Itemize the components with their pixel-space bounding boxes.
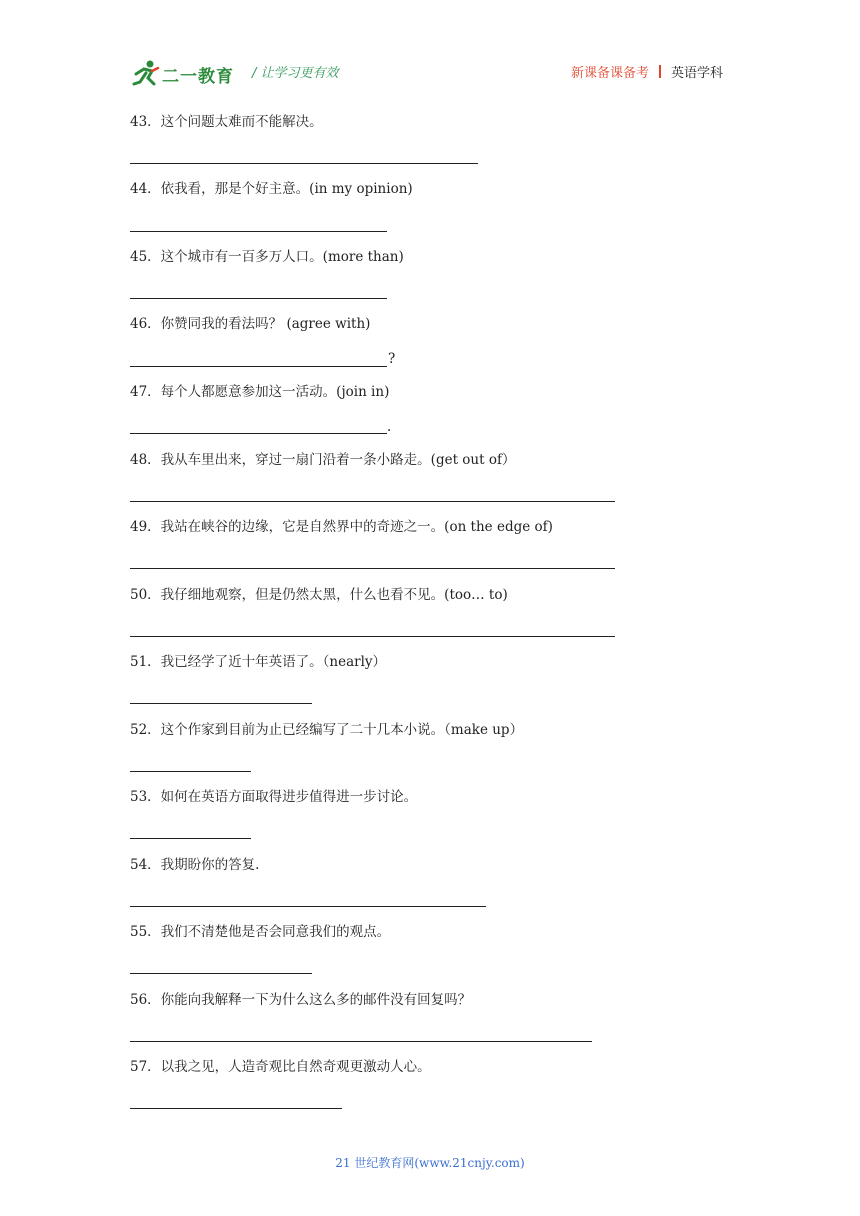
page-footer[interactable]: 21 世纪教育网(www.21cnjy.com) bbox=[335, 1156, 525, 1170]
answer-line-47 bbox=[130, 415, 387, 434]
question-49: 49．我站在峡谷的边缘，它是自然界中的奇迹之一。(on the edge of) bbox=[130, 519, 553, 535]
answer-line-48 bbox=[130, 483, 615, 502]
question-54: 54．我期盼你的答复. bbox=[130, 857, 260, 873]
question-46: 46．你赞同我的看法吗？ (agree with) bbox=[130, 316, 371, 332]
answer-tail-46: ? bbox=[388, 351, 396, 367]
slogan: / 让学习更有效 bbox=[252, 66, 339, 81]
runner-logo-icon bbox=[132, 58, 160, 90]
question-44: 44．依我看，那是个好主意。(in my opinion) bbox=[130, 181, 413, 197]
question-47: 47．每个人都愿意参加这一活动。(join in) bbox=[130, 384, 390, 400]
answer-line-50 bbox=[130, 618, 615, 637]
logo bbox=[132, 56, 234, 92]
question-48: 48．我从车里出来，穿过一扇门沿着一条小路走。(get out of） bbox=[130, 452, 516, 468]
header-subject: 英语学科 bbox=[670, 66, 723, 81]
question-45: 45．这个城市有一百多万人口。(more than) bbox=[130, 249, 404, 265]
question-51: 51．我已经学了近十年英语了。（nearly） bbox=[130, 654, 387, 670]
question-53: 53．如何在英语方面取得进步值得进一步讨论。 bbox=[130, 789, 418, 805]
answer-tail-47: . bbox=[387, 419, 392, 435]
answer-line-57 bbox=[130, 1090, 342, 1109]
answer-line-56 bbox=[130, 1023, 592, 1042]
slogan-text: 让学习更有效 bbox=[260, 66, 339, 81]
answer-line-53 bbox=[130, 820, 251, 839]
header-divider bbox=[659, 65, 661, 78]
question-55: 55．我们不清楚他是否会同意我们的观点。 bbox=[130, 924, 391, 940]
question-43: 43．这个问题太难而不能解决。 bbox=[130, 114, 323, 130]
header-right-title: 新课备课备考 bbox=[570, 66, 649, 81]
answer-line-52 bbox=[130, 753, 251, 772]
page-header bbox=[0, 0, 860, 100]
answer-line-51 bbox=[130, 685, 312, 704]
answer-line-46 bbox=[130, 348, 387, 367]
answer-line-45 bbox=[130, 280, 387, 299]
answer-line-54 bbox=[130, 888, 486, 907]
logo-text: 二一教育 bbox=[162, 66, 234, 87]
answer-line-55 bbox=[130, 955, 312, 974]
header-right bbox=[571, 62, 723, 81]
question-50: 50．我仔细地观察，但是仍然太黑，什么也看不见。(too… to) bbox=[130, 587, 508, 603]
question-57: 57．以我之见，人造奇观比自然奇观更激动人心。 bbox=[130, 1059, 431, 1075]
question-56: 56．你能向我解释一下为什么这么多的邮件没有回复吗？ bbox=[130, 992, 472, 1008]
answer-line-49 bbox=[130, 550, 615, 569]
answer-line-44 bbox=[130, 213, 387, 232]
question-52: 52．这个作家到目前为止已经编写了二十几本小说。（make up） bbox=[130, 722, 524, 738]
answer-line-43 bbox=[130, 145, 478, 164]
